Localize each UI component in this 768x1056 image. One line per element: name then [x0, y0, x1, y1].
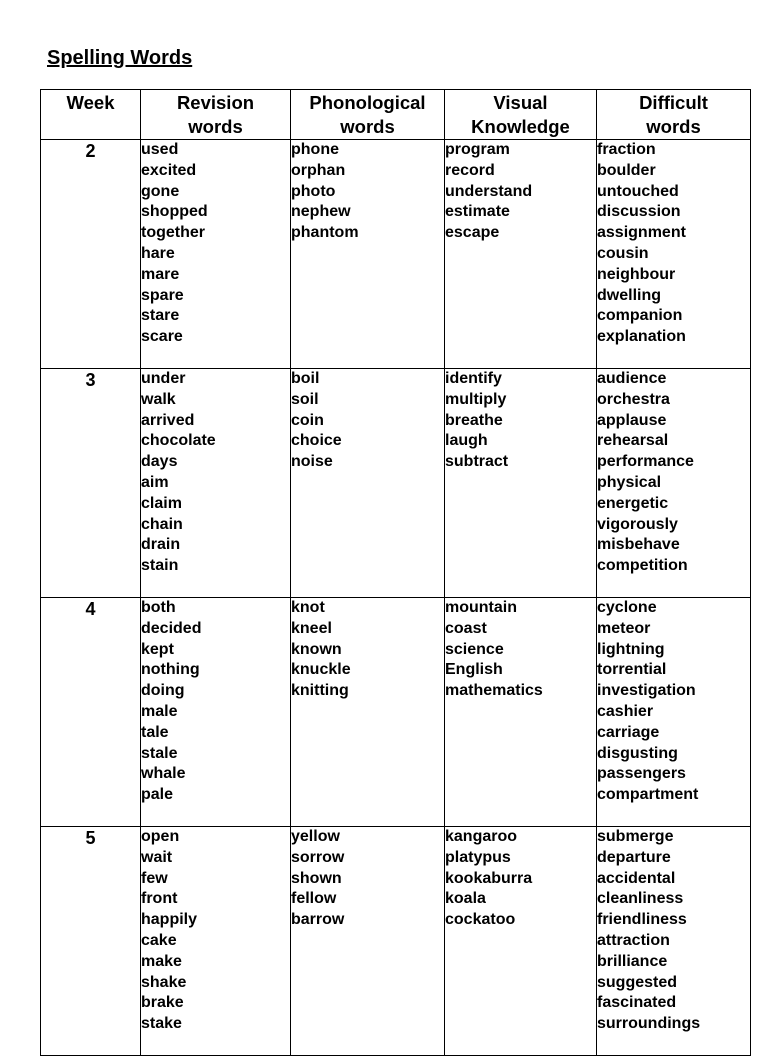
difficult-words-list: [597, 598, 750, 806]
word-item: discussion: [597, 203, 681, 221]
word-item: nothing: [141, 661, 200, 679]
phonological-words-list: [291, 827, 444, 931]
word-item: scare: [141, 328, 183, 346]
word-item: cousin: [597, 244, 649, 262]
word-item: estimate: [445, 203, 510, 221]
word-item: platypus: [445, 848, 511, 866]
table-row: [41, 369, 751, 598]
word-item: fascinated: [597, 994, 677, 1012]
visual-knowledge-cell: [445, 827, 597, 1056]
visual-knowledge-list: [445, 140, 596, 244]
word-item: competition: [597, 557, 688, 575]
word-item: companion: [597, 307, 683, 325]
word-item: days: [141, 453, 178, 471]
word-item: happily: [141, 911, 198, 929]
word-item: surroundings: [597, 1015, 701, 1033]
table-body: [41, 140, 751, 1056]
word-item: phone: [291, 141, 339, 158]
difficult-words-list: [597, 827, 750, 1035]
revision-words-cell: [141, 140, 291, 369]
header-difficult-words: [597, 90, 751, 140]
header-label-line: words: [340, 116, 395, 137]
word-item: coin: [291, 411, 324, 429]
word-item: whale: [141, 765, 186, 783]
word-item: nephew: [291, 203, 351, 221]
header-row: [41, 90, 751, 140]
word-item: walk: [141, 390, 176, 408]
word-item: meteor: [597, 619, 651, 637]
word-item: male: [141, 702, 178, 720]
visual-knowledge-list: [445, 827, 596, 931]
header-week: [41, 90, 141, 140]
word-item: kangaroo: [445, 828, 518, 845]
difficult-words-list: [597, 140, 750, 348]
phonological-words-cell: [291, 369, 445, 598]
word-item: coast: [445, 619, 487, 637]
word-item: photo: [291, 182, 336, 200]
header-label-line: Difficult: [639, 92, 708, 113]
word-item: English: [445, 661, 503, 679]
word-item: choice: [291, 432, 342, 450]
week-number: 2: [41, 140, 141, 369]
phonological-words-list: [291, 140, 444, 244]
word-item: stale: [141, 744, 178, 762]
word-item: friendliness: [597, 911, 687, 929]
difficult-words-list: [597, 369, 750, 577]
word-item: assignment: [597, 224, 686, 242]
word-item: neighbour: [597, 265, 676, 283]
word-item: dwelling: [597, 286, 661, 304]
week-number: 3: [41, 369, 141, 598]
phonological-words-cell: [291, 598, 445, 827]
word-item: submerge: [597, 828, 674, 845]
word-item: departure: [597, 848, 671, 866]
word-item: arrived: [141, 411, 195, 429]
header-label-line: words: [646, 116, 701, 137]
table-row: [41, 827, 751, 1056]
word-item: kneel: [291, 619, 332, 637]
word-item: escape: [445, 224, 500, 242]
header-label-line: Revision: [176, 92, 255, 113]
word-item: orphan: [291, 161, 346, 179]
word-item: performance: [597, 453, 694, 471]
word-item: koala: [445, 890, 486, 908]
word-item: aim: [141, 473, 169, 491]
word-item: carriage: [597, 723, 660, 741]
word-item: noise: [291, 453, 333, 471]
visual-knowledge-list: [445, 598, 596, 702]
word-item: claim: [141, 494, 182, 512]
word-item: compartment: [597, 786, 699, 804]
word-item: program: [445, 141, 510, 158]
header-label-line: Week: [66, 92, 115, 113]
word-item: attraction: [597, 931, 670, 949]
word-item: shown: [291, 869, 342, 887]
word-item: stare: [141, 307, 180, 325]
word-item: cleanliness: [597, 890, 684, 908]
phonological-words-list: [291, 369, 444, 473]
week-number: 4: [41, 598, 141, 827]
word-item: knitting: [291, 682, 349, 700]
word-item: make: [141, 952, 182, 970]
word-item: chocolate: [141, 432, 216, 450]
word-item: investigation: [597, 682, 696, 700]
revision-words-cell: [141, 827, 291, 1056]
revision-words-cell: [141, 598, 291, 827]
word-item: audience: [597, 370, 667, 387]
revision-words-list: [141, 140, 290, 348]
revision-words-list: [141, 827, 290, 1035]
word-item: few: [141, 869, 168, 887]
visual-knowledge-cell: [445, 369, 597, 598]
word-item: cockatoo: [445, 911, 516, 929]
difficult-words-cell: [597, 369, 751, 598]
word-item: known: [291, 640, 342, 658]
word-item: used: [141, 141, 179, 158]
word-item: soil: [291, 390, 319, 408]
word-item: hare: [141, 244, 175, 262]
word-item: tale: [141, 723, 169, 741]
word-item: under: [141, 370, 186, 387]
word-item: cake: [141, 931, 177, 949]
week-number: 5: [41, 827, 141, 1056]
word-item: kookaburra: [445, 869, 533, 887]
table-row: [41, 598, 751, 827]
table-row: [41, 140, 751, 369]
header-visual-knowledge: [445, 90, 597, 140]
word-item: laugh: [445, 432, 488, 450]
header-label-line: Phonological: [309, 92, 426, 113]
word-item: phantom: [291, 224, 359, 242]
word-item: drain: [141, 536, 181, 554]
word-item: subtract: [445, 453, 509, 471]
word-item: stain: [141, 557, 179, 575]
word-item: together: [141, 224, 205, 242]
difficult-words-cell: [597, 598, 751, 827]
word-item: orchestra: [597, 390, 670, 408]
word-item: mathematics: [445, 682, 543, 700]
word-item: explanation: [597, 328, 686, 346]
word-item: disgusting: [597, 744, 678, 762]
word-item: cashier: [597, 702, 654, 720]
word-item: knot: [291, 599, 325, 616]
visual-knowledge-cell: [445, 140, 597, 369]
word-item: cyclone: [597, 599, 657, 616]
word-item: shake: [141, 973, 187, 991]
header-label-line: Knowledge: [471, 116, 570, 137]
revision-words-list: [141, 369, 290, 577]
header-phonological-words: [291, 90, 445, 140]
word-item: shopped: [141, 203, 208, 221]
word-item: breathe: [445, 411, 503, 429]
word-item: applause: [597, 411, 667, 429]
header-label-line: words: [188, 116, 243, 137]
phonological-words-cell: [291, 827, 445, 1056]
spelling-words-table: [40, 89, 751, 1056]
word-item: mare: [141, 265, 180, 283]
word-item: wait: [141, 848, 173, 866]
word-item: lightning: [597, 640, 665, 658]
word-item: stake: [141, 1015, 182, 1033]
visual-knowledge-cell: [445, 598, 597, 827]
word-item: excited: [141, 161, 197, 179]
word-item: chain: [141, 515, 183, 533]
word-item: mountain: [445, 599, 517, 616]
word-item: front: [141, 890, 178, 908]
header-revision-words: [141, 90, 291, 140]
word-item: gone: [141, 182, 180, 200]
phonological-words-cell: [291, 140, 445, 369]
word-item: fraction: [597, 141, 656, 158]
word-item: energetic: [597, 494, 669, 512]
difficult-words-cell: [597, 827, 751, 1056]
revision-words-list: [141, 598, 290, 806]
word-item: brilliance: [597, 952, 668, 970]
word-item: suggested: [597, 973, 678, 991]
word-item: boil: [291, 370, 320, 387]
word-item: understand: [445, 182, 533, 200]
word-item: torrential: [597, 661, 667, 679]
revision-words-cell: [141, 369, 291, 598]
word-item: doing: [141, 682, 185, 700]
word-item: rehearsal: [597, 432, 669, 450]
difficult-words-cell: [597, 140, 751, 369]
word-item: pale: [141, 786, 174, 804]
word-item: untouched: [597, 182, 679, 200]
word-item: knuckle: [291, 661, 351, 679]
word-item: misbehave: [597, 536, 680, 554]
word-item: spare: [141, 286, 184, 304]
word-item: boulder: [597, 161, 656, 179]
word-item: both: [141, 599, 176, 616]
word-item: multiply: [445, 390, 507, 408]
word-item: barrow: [291, 911, 345, 929]
word-item: fellow: [291, 890, 337, 908]
word-item: identify: [445, 370, 502, 387]
page-title: Spelling Words: [47, 47, 193, 69]
visual-knowledge-list: [445, 369, 596, 473]
word-item: record: [445, 161, 495, 179]
word-item: brake: [141, 994, 184, 1012]
word-item: physical: [597, 473, 662, 491]
word-item: accidental: [597, 869, 676, 887]
phonological-words-list: [291, 598, 444, 702]
word-item: decided: [141, 619, 202, 637]
word-item: yellow: [291, 828, 340, 845]
word-item: science: [445, 640, 504, 658]
header-label-line: Visual: [493, 92, 548, 113]
word-item: passengers: [597, 765, 686, 783]
word-item: kept: [141, 640, 174, 658]
word-item: open: [141, 828, 180, 845]
word-item: sorrow: [291, 848, 345, 866]
word-item: vigorously: [597, 515, 678, 533]
